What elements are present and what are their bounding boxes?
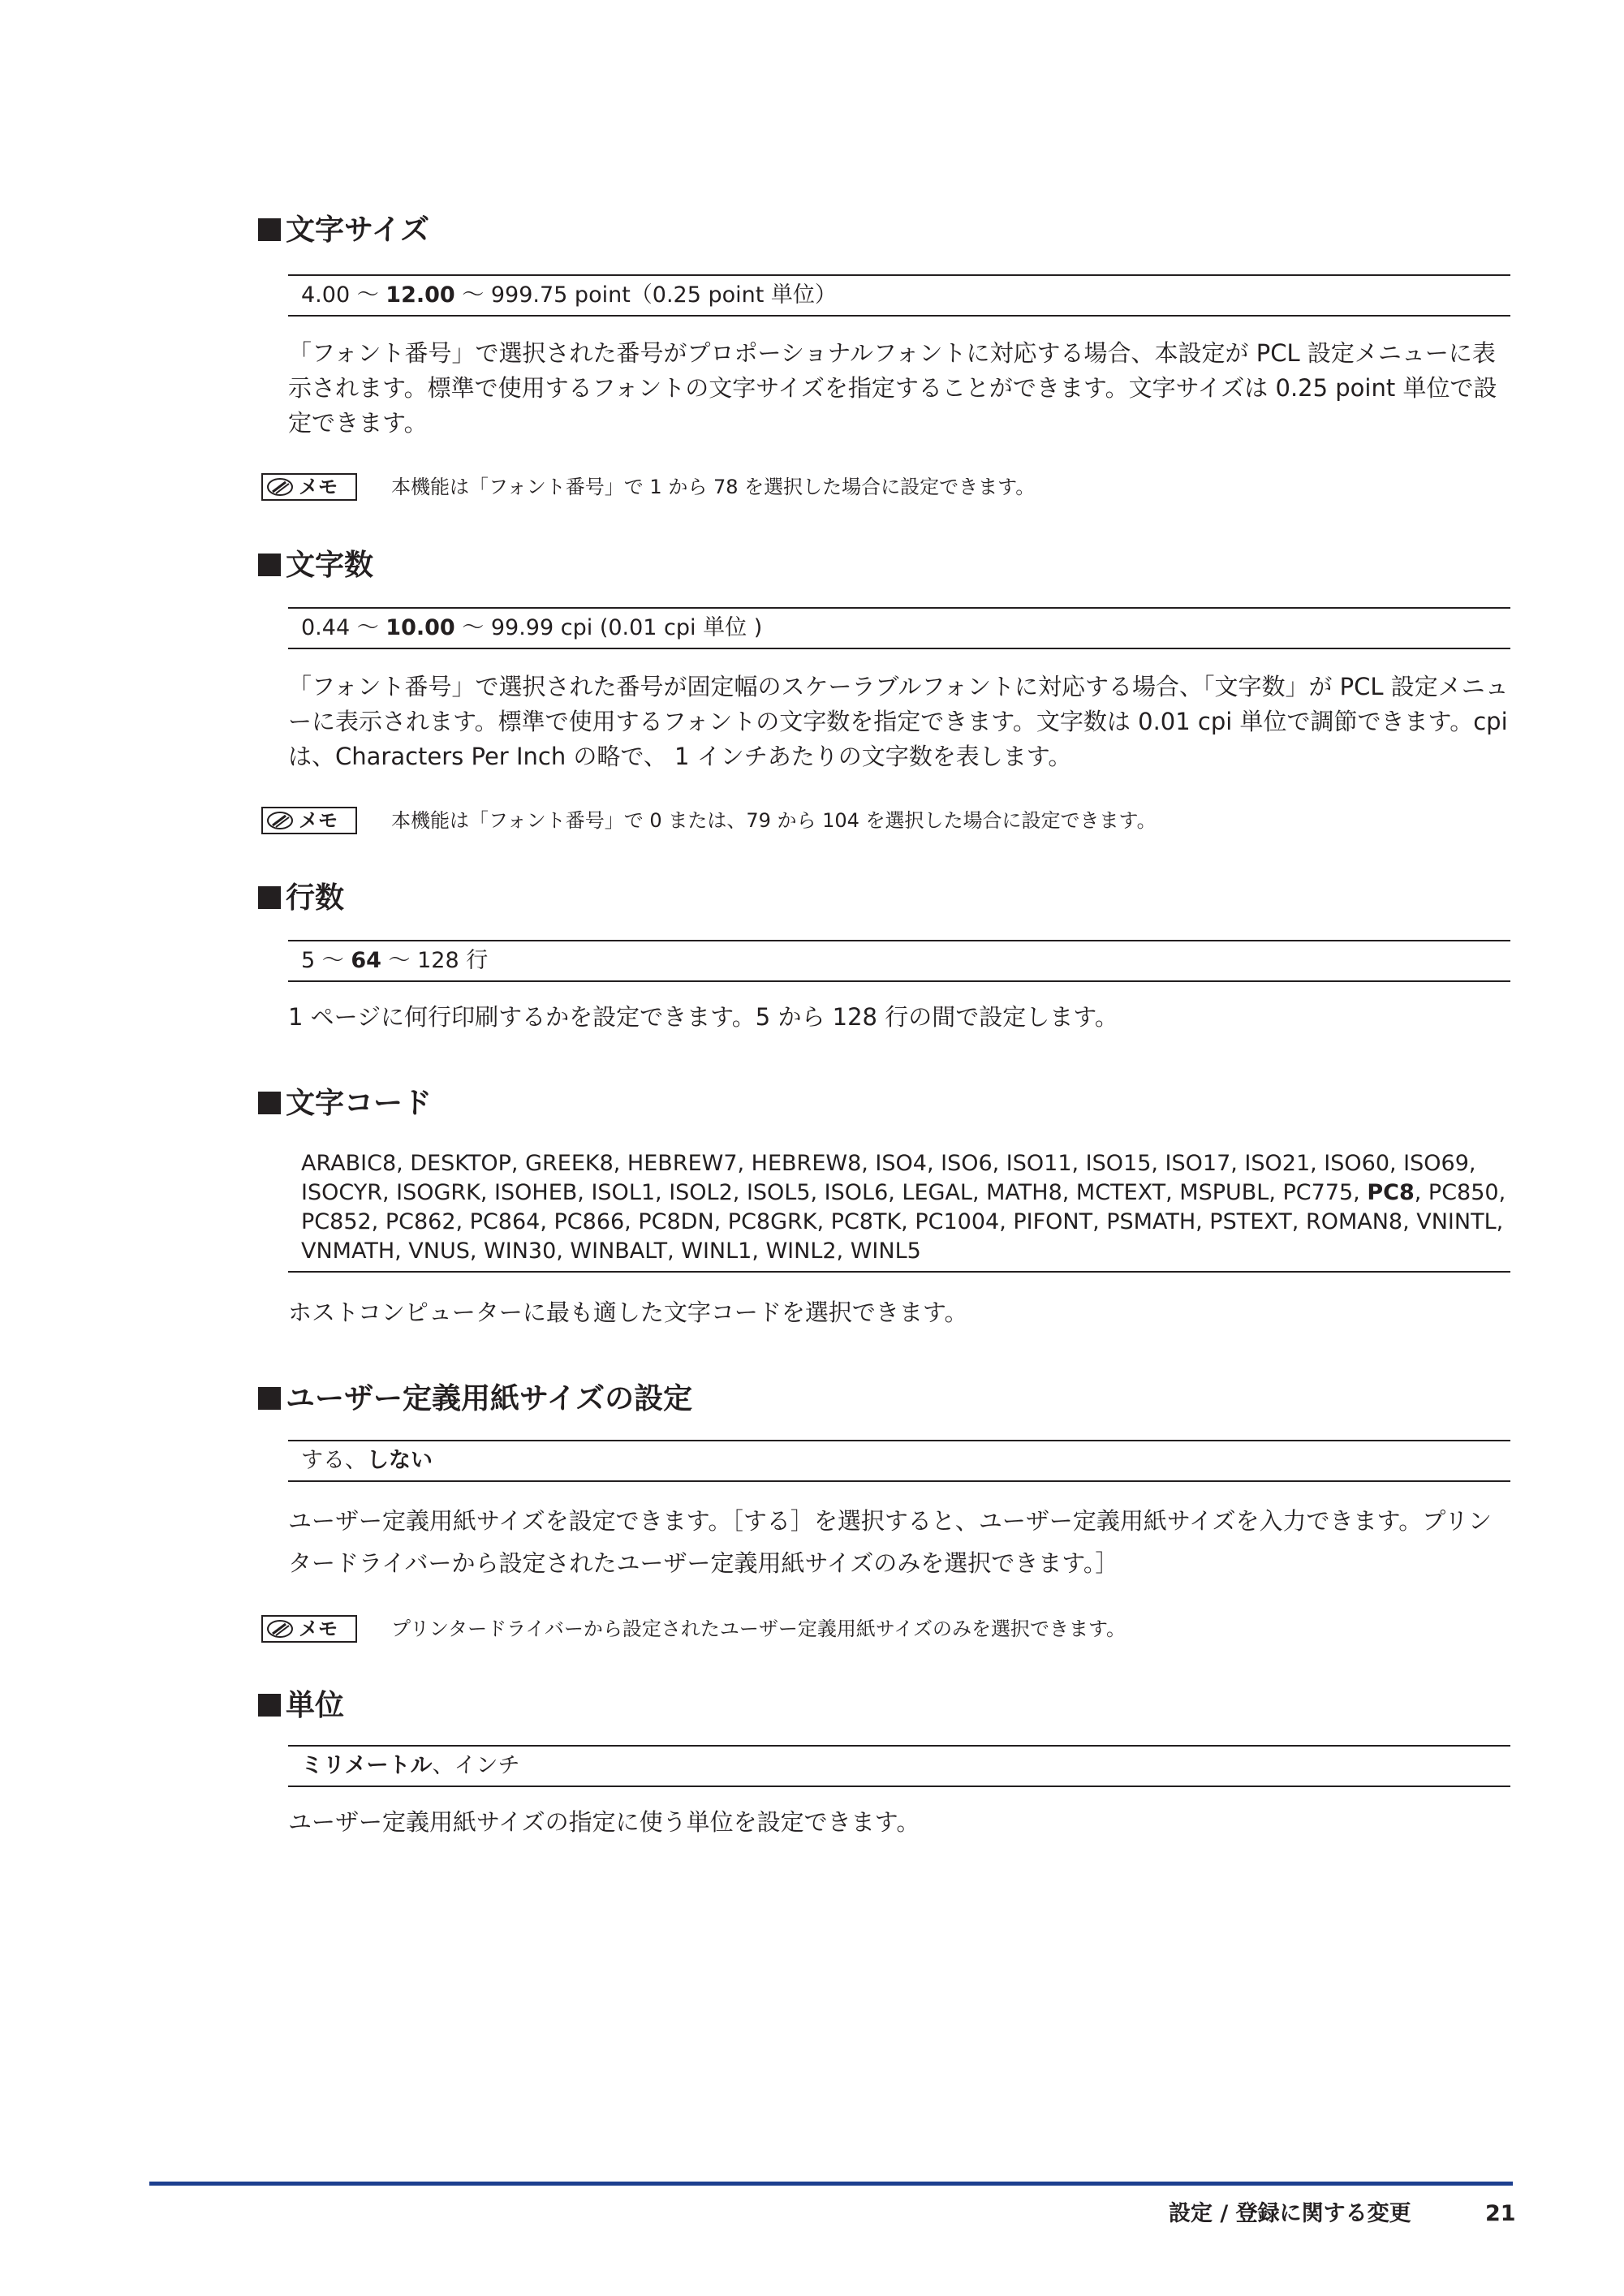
page-number: 21 [1485,2201,1516,2226]
section-description-pitch: 「フォント番号」で選択された番号が固定幅のスケーラブルフォントに対応する場合、「文字数」が PCL 設定メニューに表示されます。標準で使用するフォントの文字数を指定できます。文字数は 0.01 cpi 単位で調節できます。cpi は、Characters Per Inch の略で、 1 インチあたりの文字数を表します。 [288,673,1509,770]
square-bullet-icon [258,1694,281,1717]
section-description-font-size: 「フォント番号」で選択された番号がプロポーショナルフォントに対応する場合、本設定が PCL 設定メニューに表示されます。標準で使用するフォントの文字サイズを指定することができます。文字サイズは 0.25 point 単位で設定できます。 [288,339,1497,437]
settings-options-symbol-set: ARABIC8, DESKTOP, GREEK8, HEBREW7, HEBREW8, ISO4, ISO6, ISO11, ISO15, ISO17, ISO21, ISO60, ISO69, ISOCYR, ISOGRK, ISOHEB, ISOL1, ISOL2, ISOL5, ISOL6, LEGAL, MATH8, MCTEXT, MSPUBL, PC775, PC8, PC850, PC852, PC862, PC864, PC866, PC8DN, PC8GRK, PC8TK, PC1004, PIFONT, PSMATH, PSTEXT, ROMAN8, VNINTL, VNMATH, VNUS, WIN30, WINBALT, WINL1, WINL2, WINL5 [288,1144,1510,1273]
square-bullet-icon [258,1387,281,1410]
footer-rule [149,2182,1513,2186]
memo-text: 本機能は「フォント番号」で 1 から 78 を選択した場合に設定できます。 [391,476,1036,498]
default-value: ミリメートル [301,1753,433,1778]
square-bullet-icon [258,218,281,241]
pencil-icon [266,1619,294,1639]
default-value: 10.00 [386,615,455,640]
square-bullet-icon [258,1092,281,1114]
section-description-custom-paper: ユーザー定義用紙サイズを設定できます。［する］を選択すると、ユーザー定義用紙サイズを入力できます。プリンタードライバーから設定されたユーザー定義用紙サイズのみを選択できます。］ [288,1507,1493,1577]
section-description-lines: 1 ページに何行印刷するかを設定できます。5 から 128 行の間で設定します。 [288,1003,1118,1031]
memo-badge: メモ [261,1615,357,1643]
section-title-unit: 単位 [258,1688,344,1724]
pencil-icon [266,811,294,830]
memo-text: 本機能は「フォント番号」で 0 または、79 から 104 を選択した場合に設定できます。 [391,809,1157,832]
section-title-symbol-set: 文字コード [258,1086,432,1122]
section-description-unit: ユーザー定義用紙サイズの指定に使う単位を設定できます。 [288,1808,920,1836]
section-title-lines: 行数 [258,881,344,916]
default-value: 64 [351,948,381,973]
section-title-font-size: 文字サイズ [258,213,429,248]
section-description-symbol-set: ホストコンピューターに最も適した文字コードを選択できます。 [288,1299,968,1326]
settings-options-custom-paper: する、しない [288,1440,1510,1482]
memo-badge: メモ [261,473,357,501]
default-value: 12.00 [386,282,455,308]
section-title-pitch: 文字数 [258,548,373,584]
section-title-custom-paper: ユーザー定義用紙サイズの設定 [258,1381,692,1417]
square-bullet-icon [258,886,281,909]
settings-options-unit: ミリメートル、インチ [288,1745,1510,1787]
memo-text: プリンタードライバーから設定されたユーザー定義用紙サイズのみを選択できます。 [391,1618,1126,1640]
footer-chapter-title: 設定 / 登録に関する変更 [1169,2201,1411,2226]
square-bullet-icon [258,554,281,576]
settings-range-lines: 5 ～ 64 ～ 128 行 [288,940,1510,982]
default-value: しない [367,1448,433,1473]
default-value: PC8 [1367,1180,1415,1205]
memo-badge: メモ [261,807,357,834]
pencil-icon [266,477,294,497]
settings-range-pitch: 0.44 ～ 10.00 ～ 99.99 cpi (0.01 cpi 単位 ) [288,607,1510,649]
settings-range-font-size: 4.00 ～ 12.00 ～ 999.75 point（0.25 point 単位） [288,274,1510,317]
